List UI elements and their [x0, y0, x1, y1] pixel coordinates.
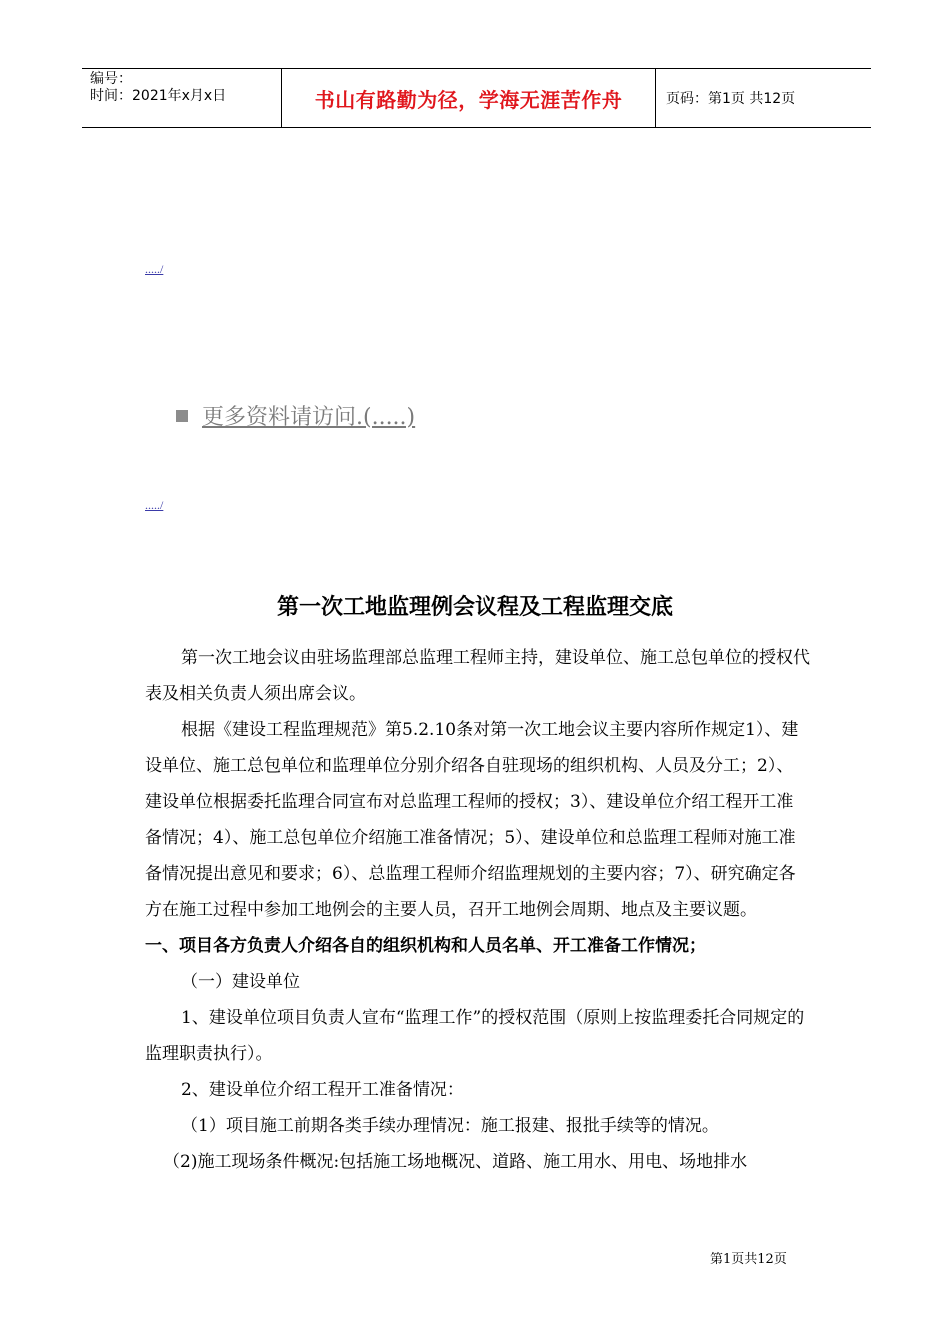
- list-item: 2、建设单位介绍工程开工准备情况：: [181, 1080, 464, 1100]
- header-number-label: 编号：: [90, 71, 132, 87]
- document-title: 第一次工地监理例会议程及工程监理交底: [276, 595, 673, 620]
- resource-link-top[interactable]: ...../: [145, 262, 164, 276]
- paragraph-regulation: 根据《建设工程监理规范》第5.2.10条对第一次工地会议主要内容所作规定1）、建设单位、施工总包单位和监理单位分别介绍各自驻现场的组织机构、人员及分工；2）、建设单位根据委托监理合同宣布对总监理工程师的授权；3）、建设单位介绍工程开工准备情况；4）、施工总包单位介绍施工准备情况；5）、建设单位和总监理工程师对施工准备情况提出意见和要求；6）、总监理工程师介绍监理规划的主要内容；7）、研究确定各方在施工过程中参加工地例会的主要人员，召开工地例会周期、地点及主要议题。: [145, 720, 799, 920]
- header-info-cell: [82, 69, 282, 127]
- section-heading: 一、项目各方负责人介绍各自的组织机构和人员名单、开工准备工作情况；: [145, 936, 706, 956]
- list-item: 1、建设单位项目负责人宣布“监理工作”的授权范围（原则上按监理委托合同规定的监理职责执行）。: [145, 1008, 805, 1064]
- header-page-label: 页码：第1页 共12页: [666, 91, 796, 107]
- paragraph-intro: 第一次工地会议由驻场监理部总监理工程师主持，建设单位、施工总包单位的授权代表及相关负责人须出席会议。: [145, 648, 810, 704]
- list-item: （1）项目施工前期各类手续办理情况：施工报建、报批手续等的情况。: [181, 1116, 719, 1136]
- list-item: （2)施工现场条件概况:包括施工场地概况、道路、施工用水、用电、场地排水: [163, 1152, 748, 1172]
- more-resources-link[interactable]: [176, 400, 415, 431]
- resource-link-bottom[interactable]: ...../: [145, 498, 164, 512]
- page-footer: 第1页共12页: [710, 1252, 787, 1267]
- document-header: [82, 68, 871, 128]
- subsection-heading: （一）建设单位: [181, 972, 300, 992]
- document-body: [145, 640, 810, 1180]
- header-motto: 书山有路勤为径，学海无涯苦作舟: [282, 69, 656, 127]
- more-resources-text[interactable]: 更多资料请访问.(.....): [202, 405, 416, 430]
- header-time-label: 时间：2021年x月x日: [90, 88, 227, 104]
- square-bullet-icon: [176, 410, 188, 422]
